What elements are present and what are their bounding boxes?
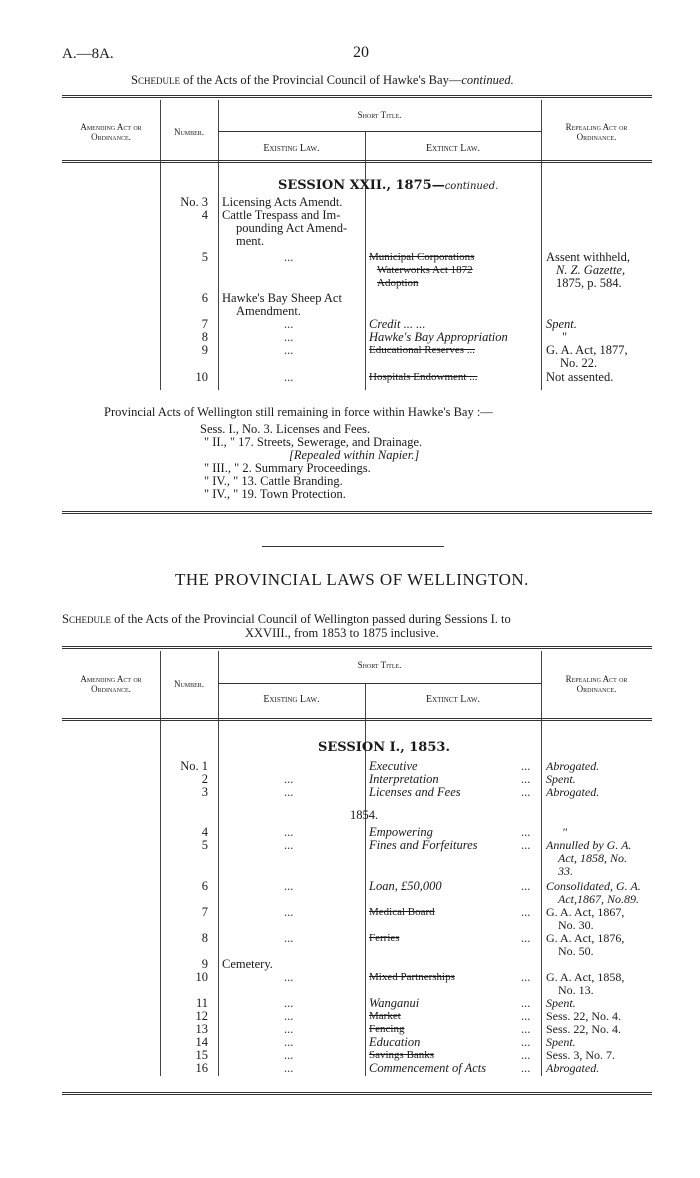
extinct-law: Fines and Forfeitures [369, 838, 478, 852]
extinct-law: Ferries [369, 932, 400, 944]
row-number: 9 [201, 343, 208, 357]
ellipsis: ... [521, 970, 531, 984]
ellipsis: ... [284, 1035, 294, 1049]
header-amending-line2: Ordinance. [91, 684, 131, 694]
year-heading: 1854. [350, 808, 379, 822]
row-number: 14 [195, 1035, 208, 1049]
ellipsis: ... [521, 1035, 531, 1049]
header-repealing [541, 122, 652, 142]
existing-law: Hawke's Bay Sheep Act [222, 291, 342, 305]
ellipsis: ... [284, 317, 294, 331]
section-intro [62, 612, 511, 627]
repealing-act: G. A. Act, 1877, [546, 343, 628, 357]
row-number: 5 [201, 250, 208, 264]
extinct-law: Empowering [369, 825, 433, 839]
extinct-law: Licenses and Fees [369, 785, 461, 799]
ellipsis: ... [521, 1022, 531, 1036]
ellipsis: ... [284, 825, 294, 839]
list-item-note: [Repealed within Napier.] [289, 448, 420, 462]
ellipsis: ... [284, 1009, 294, 1023]
repealing-act-cont: No. 30. [558, 918, 594, 932]
repealing-act: Annulled by G. A. [546, 838, 632, 852]
ellipsis: ... [284, 1048, 294, 1062]
ellipsis: ... [284, 785, 294, 799]
extinct-law: Interpretation [369, 772, 439, 786]
session-heading-continued: continued. [444, 181, 499, 192]
extinct-law: Market [369, 1010, 401, 1022]
row-number: 13 [195, 1022, 208, 1036]
session-heading-text: SESSION XXII., 1875— [278, 178, 445, 193]
header-repealing-line2: Ordinance. [576, 132, 617, 142]
extinct-law: Fencing [369, 1023, 405, 1035]
header-repealing-line1: Repealing Act or [565, 674, 628, 684]
repealing-act-cont: No. 50. [558, 944, 594, 958]
header-repealing [541, 674, 652, 694]
repealing-act: G. A. Act, 1858, [546, 970, 625, 984]
row-number: 4 [201, 825, 208, 839]
row-number: 15 [195, 1048, 208, 1062]
extinct-law: Medical Board [369, 906, 435, 918]
list-item: " IV., " 19. Town Protection. [204, 487, 346, 501]
ellipsis: ... [284, 838, 294, 852]
row-number: No. 3 [180, 195, 208, 209]
row-number: 9 [201, 957, 208, 971]
ellipsis: ... [521, 772, 531, 786]
row-number: 5 [201, 838, 208, 852]
repealing-act: Spent. [546, 317, 577, 331]
ellipsis: ... [521, 905, 531, 919]
page-number: 20 [353, 44, 369, 61]
section-intro-text: of the Acts of the Provincial Council of Wellington passed during Sessions I. to [114, 612, 511, 626]
repealing-act: Abrogated. [546, 785, 600, 799]
header-short-title: Short Title. [357, 660, 402, 670]
ellipsis: ... [284, 1061, 294, 1075]
repealing-act-cont: Act,1867, No.89. [558, 892, 639, 906]
repealing-act-cont: 33. [558, 864, 573, 878]
extinct-law: Mixed Partnerships [369, 971, 455, 983]
ellipsis: ... [284, 370, 294, 384]
ellipsis: ... [521, 759, 531, 773]
session-heading: SESSION I., 1853. [318, 740, 450, 755]
header-amending [62, 122, 160, 142]
ellipsis: ... [521, 1061, 531, 1075]
repealing-act: G. A. Act, 1876, [546, 931, 625, 945]
section-intro-line2: XXVIII., from 1853 to 1875 inclusive. [245, 626, 439, 640]
extinct-law: Municipal Corporations [369, 251, 475, 263]
repealing-act-cont: N. Z. Gazette, [556, 263, 626, 277]
extinct-law: Hospitals Endowment ... [369, 371, 478, 383]
row-number: No. 1 [180, 759, 208, 773]
ellipsis: ... [521, 931, 531, 945]
existing-law-cont: ment. [236, 234, 265, 248]
row-number: 12 [195, 1009, 208, 1023]
wellington-note: Provincial Acts of Wellington still remaining in force within Hawke's Bay :— [104, 405, 493, 419]
ellipsis: ... [284, 879, 294, 893]
repealing-act-cont: Act, 1858, No. [558, 851, 627, 865]
repealing-act: Spent. [546, 772, 576, 786]
row-number: 10 [195, 970, 208, 984]
row-number: 2 [201, 772, 208, 786]
header-short-title: Short Title. [357, 110, 402, 120]
header-extinct-law: Extinct Law. [426, 694, 480, 705]
extinct-law-cont: Adoption [377, 277, 419, 289]
row-number: 16 [195, 1061, 208, 1075]
repealing-act: Abrogated. [546, 759, 600, 773]
existing-law: Cattle Trespass and Im- [222, 208, 341, 222]
existing-law-cont: pounding Act Amend- [236, 221, 348, 235]
extinct-law: Savings Banks [369, 1049, 435, 1061]
existing-law-cont: Amendment. [236, 304, 301, 318]
ellipsis: ... [521, 879, 531, 893]
schedule-title [131, 73, 514, 88]
section-divider [262, 546, 444, 547]
row-number: 7 [201, 317, 208, 331]
extinct-law: Loan, £50,000 [369, 879, 442, 893]
header-amending-line1: Amending Act or [80, 122, 142, 132]
ellipsis: ... [284, 996, 294, 1010]
ellipsis: ... [521, 1009, 531, 1023]
schedule-title-continued: continued. [461, 73, 514, 87]
repealing-act: Consolidated, G. A. [546, 879, 641, 893]
repealing-act: Spent. [546, 1035, 576, 1049]
extinct-law: Wanganui [369, 996, 420, 1010]
header-existing-law: Existing Law. [263, 143, 320, 154]
repealing-act-cont: 1875, p. 584. [556, 276, 622, 290]
existing-law: Cemetery. [222, 957, 273, 971]
row-number: 8 [201, 931, 208, 945]
ellipsis: ... [284, 250, 294, 264]
header-existing-law: Existing Law. [263, 694, 320, 705]
extinct-law: Hawke's Bay Appropriation [369, 330, 508, 344]
ellipsis: ... [521, 1048, 531, 1062]
header-extinct-law: Extinct Law. [426, 143, 480, 154]
repealing-act: Sess. 3, No. 7. [546, 1048, 616, 1062]
extinct-law: Executive [369, 759, 418, 773]
repealing-act: Sess. 22, No. 4. [546, 1009, 622, 1023]
ditto-mark: " [562, 825, 568, 839]
ellipsis: ... [521, 838, 531, 852]
ellipsis: ... [284, 1022, 294, 1036]
schedule-word: Schedule [131, 73, 180, 87]
extinct-law: Educational Reserves ... [369, 344, 475, 356]
header-number: Number. [173, 679, 205, 689]
list-item: " IV., " 13. Cattle Branding. [204, 474, 343, 488]
ditto-mark: " [562, 330, 568, 344]
header-repealing-line2: Ordinance. [576, 684, 617, 694]
repealing-act: Spent. [546, 996, 576, 1010]
row-number: 3 [201, 785, 208, 799]
repealing-act-cont: No. 13. [558, 983, 594, 997]
session-heading [278, 178, 498, 193]
repealing-act: Abrogated. [546, 1061, 600, 1075]
ellipsis: ... [284, 330, 294, 344]
extinct-law-cont: Waterworks Act 1872 [377, 264, 473, 276]
header-amending-line2: Ordinance. [91, 132, 131, 142]
list-item: " II., " 17. Streets, Sewerage, and Drainage. [204, 435, 423, 449]
ellipsis: ... [521, 996, 531, 1010]
list-item: Sess. I., No. 3. Licenses and Fees. [200, 422, 371, 436]
extinct-law: Education [369, 1035, 421, 1049]
schedule-word: Schedule [62, 612, 111, 626]
existing-law: Licensing Acts Amendt. [222, 195, 343, 209]
ellipsis: ... [284, 931, 294, 945]
ellipsis: ... [284, 970, 294, 984]
extinct-law: Credit ... ... [369, 317, 426, 331]
ellipsis: ... [284, 772, 294, 786]
ellipsis: ... [521, 825, 531, 839]
repealing-act: Sess. 22, No. 4. [546, 1022, 622, 1036]
header-amending [62, 674, 160, 694]
row-number: 7 [201, 905, 208, 919]
header-repealing-line1: Repealing Act or [565, 122, 628, 132]
repealing-act: G. A. Act, 1867, [546, 905, 625, 919]
header-amending-line1: Amending Act or [80, 674, 142, 684]
list-item: " III., " 2. Summary Proceedings. [204, 461, 371, 475]
header-number: Number. [173, 127, 205, 137]
repealing-act-cont: No. 22. [560, 356, 598, 370]
extinct-law: Commencement of Acts [369, 1061, 487, 1075]
section-title: THE PROVINCIAL LAWS OF WELLINGTON. [175, 570, 529, 589]
row-number: 6 [201, 879, 208, 893]
row-number: 11 [195, 996, 208, 1010]
repealing-act: Not assented. [546, 370, 614, 384]
ellipsis: ... [521, 785, 531, 799]
row-number: 8 [201, 330, 208, 344]
ellipsis: ... [284, 905, 294, 919]
row-number: 10 [195, 370, 208, 384]
ellipsis: ... [284, 343, 294, 357]
repealing-act: Assent withheld, [546, 250, 631, 264]
row-number: 6 [201, 291, 208, 305]
row-number: 4 [201, 208, 208, 222]
page-ref: A.—8A. [62, 46, 114, 62]
schedule-title-text: of the Acts of the Provincial Council of Hawke's Bay— [183, 73, 462, 87]
